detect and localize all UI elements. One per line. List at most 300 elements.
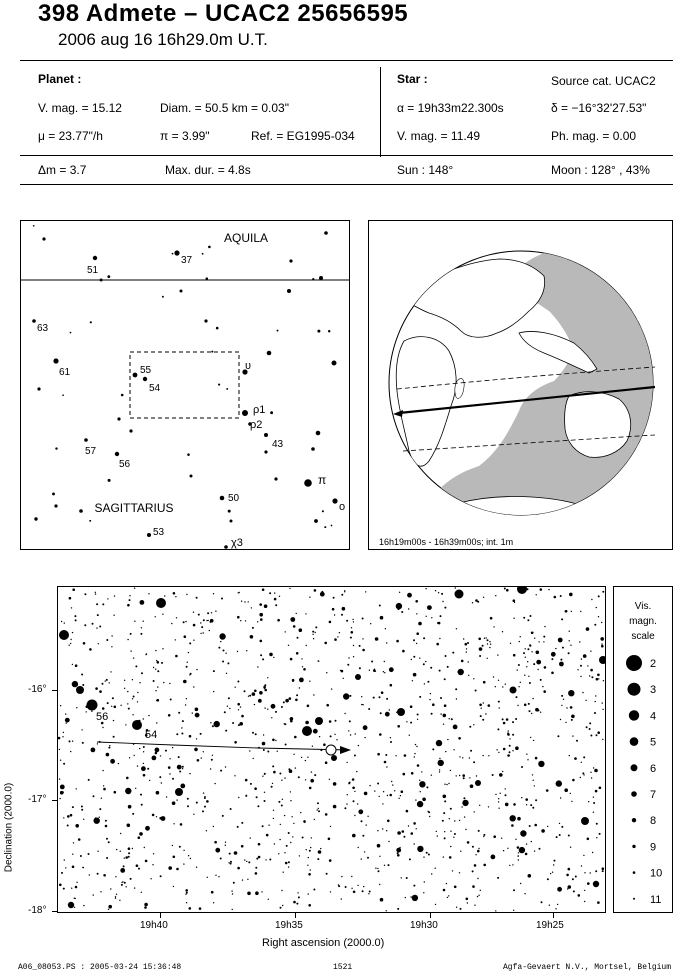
- detail-star: [592, 852, 593, 853]
- detail-star-label-56: 56: [96, 711, 109, 723]
- detail-star: [498, 680, 499, 681]
- detail-star: [93, 795, 95, 797]
- detail-star: [250, 837, 251, 838]
- detail-star: [530, 804, 532, 806]
- planet-heading: Planet :: [38, 72, 82, 86]
- detail-star: [525, 853, 528, 856]
- scale-magnitude-label: 8: [650, 815, 657, 828]
- detail-star: [599, 656, 605, 664]
- detail-star: [324, 642, 327, 645]
- detail-star: [244, 690, 246, 692]
- detail-star: [317, 809, 318, 810]
- detail-star: [65, 718, 70, 723]
- detail-star: [501, 838, 502, 839]
- detail-star: [374, 790, 375, 791]
- detail-star: [387, 820, 390, 823]
- detail-star: [76, 882, 77, 883]
- detail-star: [300, 812, 301, 813]
- detail-star: [153, 680, 155, 682]
- detail-star: [386, 766, 387, 767]
- star-label-54: 54: [149, 383, 161, 394]
- detail-star: [150, 878, 151, 879]
- detail-star: [330, 891, 331, 892]
- detail-star: [246, 650, 247, 651]
- star-label-37: 37: [181, 255, 193, 266]
- detail-star: [125, 724, 126, 725]
- detail-star: [416, 828, 417, 829]
- detail-star: [82, 684, 84, 686]
- detail-star: [183, 621, 185, 623]
- detail-star: [560, 595, 562, 597]
- detail-star: [141, 804, 143, 806]
- detail-star: [511, 824, 514, 827]
- detail-star: [431, 713, 433, 715]
- finder-star: [121, 394, 124, 397]
- detail-star: [518, 686, 519, 687]
- event-datetime: 2006 aug 16 16h29.0m U.T.: [58, 30, 268, 49]
- finder-star: [42, 237, 45, 240]
- detail-star: [362, 618, 364, 620]
- detail-star: [570, 847, 571, 848]
- detail-star: [590, 669, 593, 672]
- detail-star: [379, 884, 380, 885]
- detail-star: [354, 815, 355, 816]
- detail-star: [352, 619, 353, 620]
- detail-star: [143, 621, 144, 622]
- detail-star: [531, 841, 532, 842]
- detail-star: [489, 647, 490, 648]
- detail-star: [527, 661, 528, 662]
- detail-star: [563, 699, 564, 700]
- detail-star: [178, 756, 180, 758]
- detail-star: [292, 679, 295, 682]
- detail-star: [527, 759, 528, 760]
- detail-star: [301, 757, 302, 758]
- detail-star: [218, 876, 219, 877]
- detail-star: [410, 722, 412, 724]
- detail-star: [314, 819, 315, 820]
- detail-star: [155, 752, 158, 755]
- detail-star: [498, 701, 500, 703]
- detail-star: [450, 808, 452, 810]
- detail-star: [439, 638, 440, 639]
- detail-star: [535, 799, 537, 801]
- detail-star: [530, 615, 532, 617]
- detail-star: [168, 866, 172, 870]
- detail-star: [531, 651, 532, 652]
- detail-star: [488, 704, 491, 707]
- y-tick: [52, 911, 57, 912]
- detail-star: [603, 680, 604, 681]
- detail-star: [252, 692, 256, 696]
- detail-star: [240, 706, 241, 707]
- detail-star: [444, 678, 446, 680]
- detail-star: [503, 722, 506, 725]
- star-label-rho1: ρ1: [253, 404, 266, 416]
- detail-star: [436, 643, 439, 646]
- detail-star: [92, 623, 94, 625]
- globe-time-range: 16h19m00s - 16h39m00s; int. 1m: [379, 537, 514, 547]
- detail-star: [519, 847, 525, 853]
- detail-star: [62, 736, 63, 737]
- detail-star: [593, 797, 594, 798]
- detail-star: [342, 607, 346, 611]
- detail-star: [309, 597, 310, 598]
- detail-star: [489, 641, 490, 642]
- detail-star: [483, 702, 484, 703]
- detail-star: [298, 776, 300, 778]
- detail-star: [528, 703, 530, 705]
- detail-star: [93, 894, 94, 895]
- detail-star: [130, 633, 132, 635]
- scale-dot: [628, 683, 641, 696]
- detail-star: [478, 895, 479, 896]
- detail-star: [267, 677, 268, 678]
- detail-star: [599, 787, 602, 790]
- detail-star: [352, 778, 355, 781]
- detail-star: [377, 868, 378, 869]
- detail-star: [59, 778, 60, 779]
- detail-star: [580, 777, 581, 778]
- finder-star: [208, 246, 211, 249]
- detail-star: [59, 630, 69, 640]
- detail-star: [196, 669, 197, 670]
- detail-star: [226, 673, 227, 674]
- detail-star: [250, 635, 254, 639]
- detail-star: [357, 885, 358, 886]
- detail-star: [127, 691, 128, 692]
- detail-star: [520, 830, 526, 836]
- finder-star: [270, 411, 273, 414]
- detail-star: [323, 743, 326, 746]
- detail-star: [443, 856, 444, 857]
- detail-star: [380, 898, 384, 902]
- detail-star: [440, 615, 442, 617]
- detail-star: [260, 640, 263, 643]
- detail-star: [460, 851, 461, 852]
- detail-star: [72, 664, 73, 665]
- detail-star: [385, 754, 387, 756]
- detail-star: [443, 889, 446, 892]
- detail-star: [509, 751, 511, 753]
- detail-star: [296, 694, 298, 696]
- detail-star: [556, 836, 558, 838]
- detail-star: [274, 843, 275, 844]
- detail-star: [285, 699, 289, 703]
- detail-star: [502, 631, 503, 632]
- detail-star: [413, 656, 415, 658]
- detail-star: [602, 709, 603, 710]
- detail-star: [461, 660, 464, 663]
- detail-star: [363, 886, 364, 887]
- scale-magnitude-label: 7: [650, 789, 657, 801]
- detail-star: [107, 702, 109, 704]
- detail-star: [196, 867, 197, 868]
- detail-chart: [57, 586, 606, 913]
- detail-star: [267, 709, 268, 710]
- detail-star: [241, 845, 244, 848]
- detail-star: [272, 783, 273, 784]
- detail-star: [518, 852, 519, 853]
- detail-star: [81, 674, 83, 676]
- detail-star: [598, 678, 599, 679]
- detail-star: [567, 888, 568, 889]
- detail-star: [186, 892, 188, 894]
- detail-star: [381, 691, 384, 694]
- detail-star: [164, 595, 165, 596]
- detail-star: [294, 736, 297, 739]
- detail-star: [64, 622, 65, 623]
- detail-star: [106, 639, 108, 641]
- detail-star: [65, 867, 66, 868]
- detail-star: [63, 732, 64, 733]
- detail-star: [394, 790, 395, 791]
- detail-star: [519, 641, 520, 642]
- detail-star: [538, 761, 544, 767]
- detail-star: [571, 801, 572, 802]
- y-tick-label: -17°: [28, 794, 47, 805]
- finder-star: [147, 533, 151, 537]
- detail-star: [306, 849, 307, 850]
- detail-star: [462, 800, 468, 806]
- finder-star: [317, 330, 320, 333]
- scale-magnitude-label: 5: [650, 736, 657, 749]
- detail-star: [201, 626, 203, 628]
- detail-star: [534, 824, 537, 827]
- detail-star: [412, 895, 418, 901]
- detail-star: [113, 736, 115, 738]
- detail-star: [109, 682, 110, 683]
- detail-star: [285, 631, 286, 632]
- detail-star: [383, 671, 384, 672]
- finder-star: [117, 417, 120, 420]
- detail-star: [298, 896, 300, 898]
- header-mid-rule: [20, 155, 673, 156]
- detail-star: [239, 722, 243, 726]
- detail-star: [414, 753, 415, 754]
- detail-star: [570, 645, 571, 646]
- detail-star: [295, 767, 296, 768]
- detail-star: [517, 817, 521, 821]
- detail-star: [355, 674, 361, 680]
- detail-star: [250, 783, 252, 785]
- detail-star: [296, 903, 298, 905]
- detail-star: [517, 587, 527, 594]
- detail-star: [165, 750, 167, 752]
- detail-star: [368, 708, 370, 710]
- finder-star: [319, 276, 323, 280]
- star-phmag: Ph. mag. = 0.00: [551, 129, 637, 143]
- detail-star: [305, 613, 306, 614]
- detail-star: [166, 796, 167, 797]
- detail-star: [418, 622, 422, 626]
- finder-star: [220, 496, 225, 501]
- finder-star: [62, 394, 64, 396]
- detail-star: [194, 748, 198, 752]
- detail-star: [516, 696, 518, 698]
- detail-star: [182, 766, 184, 768]
- detail-star: [468, 661, 469, 662]
- detail-star: [373, 697, 375, 699]
- star-label-43: 43: [272, 439, 284, 450]
- detail-star: [439, 771, 440, 772]
- detail-star: [544, 626, 545, 627]
- detail-star: [428, 854, 430, 856]
- globe-panel: [368, 220, 673, 550]
- detail-star: [422, 798, 426, 802]
- detail-star: [411, 659, 412, 660]
- detail-star: [200, 633, 201, 634]
- detail-star: [581, 817, 589, 825]
- detail-star: [402, 650, 405, 653]
- detail-star: [361, 696, 362, 697]
- detail-star: [228, 862, 229, 863]
- detail-star: [241, 601, 242, 602]
- detail-star: [386, 910, 387, 911]
- detail-star: [520, 682, 521, 683]
- detail-star: [454, 886, 457, 889]
- detail-star: [530, 737, 531, 738]
- detail-star: [475, 854, 476, 855]
- detail-star: [479, 805, 480, 806]
- detail-star: [431, 775, 432, 776]
- detail-star: [561, 618, 563, 620]
- detail-star: [377, 783, 379, 785]
- detail-star: [387, 795, 388, 796]
- detail-star: [188, 652, 189, 653]
- detail-star: [69, 597, 72, 600]
- detail-star: [95, 593, 96, 594]
- detail-star: [193, 640, 194, 641]
- detail-star: [214, 783, 215, 784]
- detail-star: [114, 706, 117, 709]
- detail-star: [555, 908, 556, 909]
- finder-star: [162, 296, 164, 298]
- detail-star: [580, 676, 581, 677]
- detail-star: [274, 598, 277, 601]
- detail-star: [400, 795, 401, 796]
- detail-star: [368, 893, 369, 894]
- detail-star: [386, 642, 387, 643]
- detail-star: [459, 872, 460, 873]
- detail-star: [127, 639, 128, 640]
- detail-star: [278, 853, 279, 854]
- detail-star: [426, 616, 427, 617]
- detail-star: [210, 621, 212, 623]
- detail-star: [247, 879, 248, 880]
- star-declination: δ = −16°32'27.53": [551, 101, 647, 115]
- detail-star: [351, 631, 354, 634]
- detail-star: [484, 638, 485, 639]
- detail-star: [302, 726, 312, 736]
- detail-star: [330, 735, 332, 737]
- detail-star: [370, 623, 371, 624]
- detail-star: [215, 611, 216, 612]
- detail-star: [266, 834, 269, 837]
- detail-star: [67, 815, 70, 818]
- detail-star: [367, 857, 369, 859]
- detail-star: [274, 592, 275, 593]
- detail-star: [554, 860, 556, 862]
- detail-star: [424, 881, 425, 882]
- detail-star: [490, 617, 493, 620]
- detail-star: [206, 800, 209, 803]
- detail-star: [144, 847, 145, 848]
- detail-star: [240, 620, 241, 621]
- detail-star: [245, 620, 246, 621]
- detail-star: [290, 717, 294, 721]
- detail-star: [331, 688, 332, 689]
- detail-star: [130, 878, 132, 880]
- detail-star: [600, 637, 604, 641]
- detail-star: [275, 711, 277, 713]
- detail-star: [134, 621, 135, 622]
- magnitude-scale: [613, 586, 673, 913]
- detail-star: [549, 905, 550, 906]
- detail-star: [572, 878, 574, 880]
- finder-star: [52, 492, 55, 495]
- detail-star: [115, 896, 116, 897]
- detail-star: [69, 645, 70, 646]
- detail-star: [443, 714, 447, 718]
- detail-star: [95, 592, 96, 593]
- detail-star: [462, 757, 463, 758]
- detail-star: [505, 794, 507, 796]
- detail-star: [315, 717, 323, 725]
- detail-star: [442, 601, 443, 602]
- detail-star: [176, 733, 178, 735]
- detail-star: [143, 718, 144, 719]
- detail-star: [546, 789, 549, 792]
- finder-star: [33, 225, 35, 227]
- detail-star: [284, 815, 285, 816]
- detail-star: [186, 666, 188, 668]
- detail-star: [223, 650, 225, 652]
- detail-star: [384, 761, 387, 764]
- star-label-omicron: ο: [339, 501, 346, 513]
- finder-star: [324, 526, 326, 528]
- detail-star: [344, 590, 345, 591]
- detail-star: [555, 648, 556, 649]
- detail-star: [362, 638, 363, 639]
- detail-star: [472, 846, 474, 848]
- detail-star: [380, 712, 382, 714]
- detail-star: [414, 843, 415, 844]
- detail-star: [423, 892, 424, 893]
- finder-star: [322, 510, 324, 512]
- detail-star: [271, 717, 272, 718]
- detail-star: [528, 874, 532, 878]
- detail-star: [169, 683, 170, 684]
- detail-star: [389, 709, 390, 710]
- detail-star: [71, 607, 72, 608]
- detail-star: [156, 816, 157, 817]
- detail-star: [235, 687, 236, 688]
- detail-star: [341, 614, 343, 616]
- detail-star: [147, 768, 149, 770]
- detail-star: [438, 592, 439, 593]
- detail-star: [454, 820, 455, 821]
- detail-star: [284, 777, 285, 778]
- detail-star: [362, 704, 363, 705]
- detail-star: [176, 617, 177, 618]
- detail-star: [442, 820, 444, 822]
- detail-star: [347, 794, 348, 795]
- detail-star: [263, 734, 264, 735]
- star-label-rho2: ρ2: [250, 419, 263, 431]
- detail-star: [128, 805, 132, 809]
- finder-star: [211, 351, 213, 353]
